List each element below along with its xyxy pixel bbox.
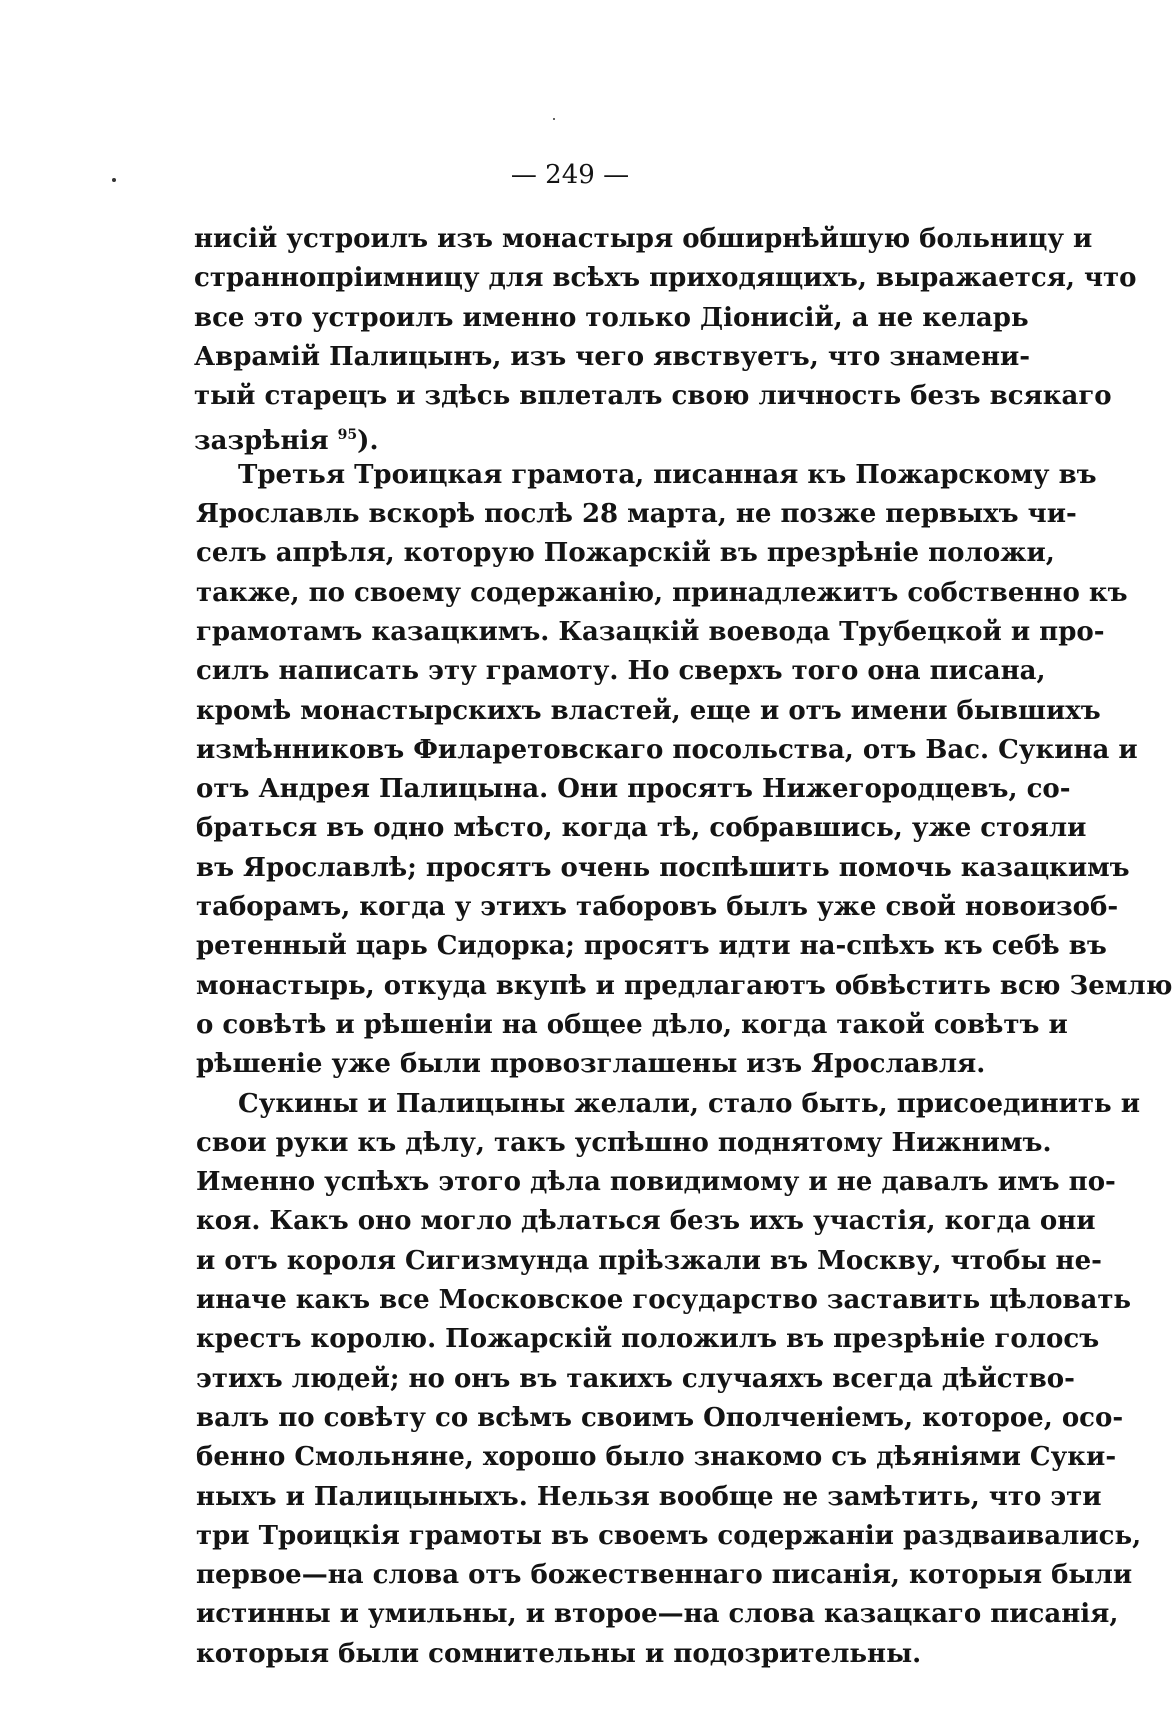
text-fragment: ).: [357, 426, 379, 457]
text-line-last: [194, 416, 964, 455]
text-line: иначе какъ все Московское государство заставить цѣловать: [196, 1285, 1132, 1316]
speck-mark: [553, 118, 555, 120]
text-line: ныхъ и Палицыныхъ. Нельзя вообще не замѣтить, что эти: [196, 1481, 1102, 1512]
paragraph-3: [196, 1085, 1142, 1674]
text-line: селъ апрѣля, которую Пожарскій въ презрѣніе положи,: [196, 538, 1055, 569]
text-line: этихъ людей; но онъ въ такихъ случаяхъ всегда дѣйство-: [196, 1363, 1075, 1394]
text-line: страннопріимницу для всѣхъ приходящихъ, выражается, что: [194, 263, 1137, 294]
text-line: Аврамій Палицынъ, изъ чего явствуетъ, что знамени-: [194, 341, 1031, 372]
text-line: три Троицкія грамоты въ своемъ содержаніи раздваивались,: [196, 1520, 1142, 1551]
text-line: Ярославль вскорѣ послѣ 28 марта, не позже первыхъ чи-: [196, 499, 1077, 530]
text-line: коя. Какъ оно могло дѣлаться безъ ихъ участія, когда они: [196, 1206, 1096, 1237]
text-line: крестъ королю. Пожарскій положилъ въ презрѣніе голосъ: [196, 1324, 1100, 1355]
text-line: силъ написать эту грамоту. Но сверхъ того она писана,: [196, 656, 1046, 687]
text-line-last: которыя были сомнительны и подозрительны.: [196, 1638, 922, 1669]
text-line-last: рѣшеніе уже были провозглашены изъ Ярославля.: [196, 1049, 986, 1080]
footnote-reference: 95: [337, 427, 358, 444]
text-line: таборамъ, когда у этихъ таборовъ былъ уже свой новоизоб-: [196, 892, 1119, 923]
text-line: кромѣ монастырскихъ властей, еще и отъ имени бывшихъ: [196, 695, 1101, 726]
text-line: нисій устроилъ изъ монастыря обширнѣйшую больницу и: [194, 224, 1093, 254]
text-line: тый старецъ и здѣсь вплеталъ свою личность безъ всякаго: [194, 381, 1112, 412]
text-line: свои руки къ дѣлу, такъ успѣшно поднятому Нижнимъ.: [196, 1127, 1052, 1158]
paragraph-1: [194, 220, 1137, 457]
text-line: измѣнниковъ Филаретовскаго посольства, отъ Вас. Сукина и: [196, 734, 1138, 765]
text-line: Сукины и Палицыны желали, стало быть, присоединить и: [238, 1088, 1141, 1119]
text-line: валъ по совѣту со всѣмъ своимъ Ополченіемъ, которое, осо-: [196, 1402, 1124, 1433]
page-number: — 249 —: [510, 160, 630, 190]
text-line: о совѣтѣ и рѣшеніи на общее дѣло, когда такой совѣтъ и: [196, 1009, 1068, 1040]
text-line: браться въ одно мѣсто, когда тѣ, собравшись, уже стояли: [196, 813, 1087, 844]
text-line: первое—на слова отъ божественнаго писанія, которыя были: [196, 1560, 1133, 1591]
text-line: грамотамъ казацкимъ. Казацкій воевода Трубецкой и про-: [196, 616, 1105, 647]
text-line: отъ Андрея Палицына. Они просятъ Нижегородцевъ, со-: [196, 774, 1071, 805]
text-line: также, по своему содержанію, принадлежитъ собственно къ: [196, 577, 1128, 608]
text-line: Именно успѣхъ этого дѣла повидимому и не давалъ имъ по-: [196, 1167, 1116, 1198]
text-line: истинны и умильны, и второе—на слова казацкаго писанія,: [196, 1599, 1119, 1630]
text-line: монастырь, откуда вкупѣ и предлагаютъ обвѣстить всю Землю: [196, 970, 1172, 1001]
text-fragment: зазрѣнія: [194, 426, 329, 457]
paragraph-2: [196, 456, 1172, 1085]
text-line: и отъ короля Сигизмунда пріѣзжали въ Москву, чтобы не-: [196, 1245, 1102, 1276]
text-line: все это устроилъ именно только Діонисій, а не келарь: [194, 302, 1029, 333]
text-line: Третья Троицкая грамота, писанная къ Пожарскому въ: [238, 459, 1097, 490]
text-line: ретенный царь Сидорка; просятъ идти на-спѣхъ къ себѣ въ: [196, 931, 1107, 962]
text-line: въ Ярославлѣ; просятъ очень поспѣшить помочь казацкимъ: [196, 852, 1130, 883]
text-line: бенно Смольняне, хорошо было знакомо съ дѣяніями Суки-: [196, 1442, 1117, 1473]
body-text: [194, 220, 1172, 1674]
